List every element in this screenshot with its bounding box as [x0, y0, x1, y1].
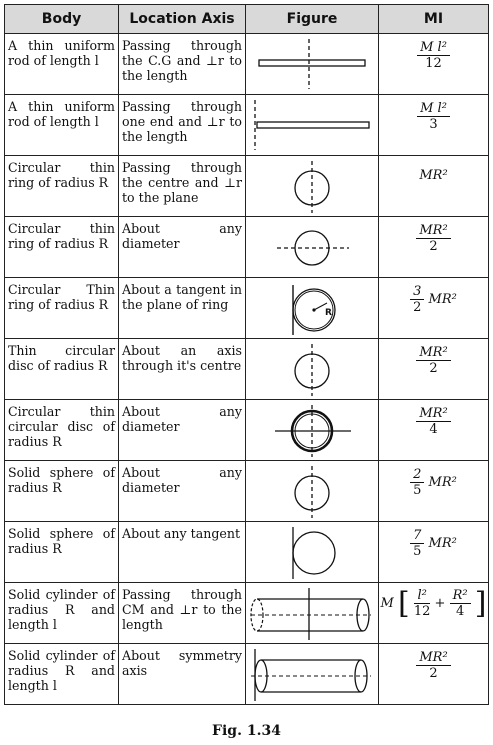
- axis-cell: About any diameter: [119, 461, 246, 522]
- table-row: [5, 95, 489, 156]
- figure-cell: [246, 278, 379, 339]
- axis-cell: About any diameter: [119, 217, 246, 278]
- radius-label: R: [325, 308, 332, 318]
- mi-coefficient: [410, 467, 424, 498]
- mi-plus: +: [434, 596, 446, 611]
- mi-cell: [379, 34, 489, 95]
- figure-cell: [246, 34, 379, 95]
- mi-fraction: [417, 101, 450, 132]
- mi-term2-denominator: 4: [455, 604, 465, 619]
- mi-coef-numerator: 3: [410, 284, 424, 300]
- mi-fraction: [416, 406, 450, 437]
- mi-lead: M: [380, 596, 394, 611]
- rod-center-axis-icon: [247, 35, 377, 93]
- table-row: [5, 644, 489, 705]
- mi-numerator: MR²: [416, 650, 450, 666]
- mi-cell: [379, 461, 489, 522]
- body-cell: A thin uniform rod of length l: [5, 34, 119, 95]
- mi-fraction: [417, 40, 450, 71]
- mi-term1-denominator: 12: [413, 604, 431, 619]
- mi-tail: MR²: [428, 292, 457, 307]
- header-axis: Location Axis: [119, 5, 246, 34]
- mi-cell: [379, 339, 489, 400]
- mi-term2: [450, 588, 471, 619]
- mi-coef-numerator: 2: [410, 467, 424, 483]
- mi-numerator: M l²: [417, 40, 450, 56]
- table-row: [5, 400, 489, 461]
- body-cell: Solid cylinder of radius R and length l: [5, 583, 119, 644]
- axis-cell: About symmetry axis: [119, 644, 246, 705]
- mi-coef-denominator: 2: [413, 300, 422, 315]
- moment-of-inertia-table-frame: [4, 4, 488, 720]
- table-row: [5, 34, 489, 95]
- mi-tail: MR²: [428, 475, 457, 490]
- figure-cell: [246, 95, 379, 156]
- cylinder-symmetry-axis-icon: [247, 645, 377, 703]
- rod-end-axis-icon: [247, 96, 377, 154]
- mi-cell: [379, 95, 489, 156]
- table-row: [5, 583, 489, 644]
- mi-numerator: MR²: [416, 406, 450, 422]
- mi-term1-numerator: l²: [414, 588, 431, 604]
- figure-cell: [246, 644, 379, 705]
- axis-cell: Passing through one end and ⊥r to the length: [119, 95, 246, 156]
- header-mi: MI: [379, 5, 489, 34]
- mi-term2-numerator: R²: [450, 588, 471, 604]
- body-cell: Circular thin circular disc of radius R: [5, 400, 119, 461]
- ring-diameter-axis-icon: [247, 218, 377, 276]
- mi-coefficient: [410, 528, 424, 559]
- axis-cell: About any diameter: [119, 400, 246, 461]
- figure-caption: Fig. 1.34: [212, 723, 281, 739]
- figure-cell: [246, 400, 379, 461]
- body-cell: Solid cylinder of radius R and length l: [5, 644, 119, 705]
- header-row: [5, 5, 489, 34]
- figure-cell: [246, 217, 379, 278]
- table-row: [5, 278, 489, 339]
- mi-fraction: [416, 650, 450, 681]
- mi-cell: [379, 217, 489, 278]
- disc-center-axis-icon: [247, 340, 377, 398]
- mi-expression: MR²: [419, 168, 448, 183]
- cylinder-center-axis-icon: [247, 584, 377, 642]
- mi-cell: [379, 583, 489, 644]
- mi-coef-denominator: 5: [413, 483, 422, 498]
- body-cell: Circular Thin ring of radius R: [5, 278, 119, 339]
- right-bracket: ]: [474, 586, 487, 621]
- table-row: [5, 156, 489, 217]
- table-row: [5, 339, 489, 400]
- mi-numerator: M l²: [417, 101, 450, 117]
- mi-cell: [379, 644, 489, 705]
- mi-numerator: MR²: [416, 345, 450, 361]
- body-cell: Solid sphere of radius R: [5, 461, 119, 522]
- axis-cell: Passing through the centre and ⊥r to the plane: [119, 156, 246, 217]
- mi-fraction: [416, 345, 450, 376]
- figure-cell: [246, 461, 379, 522]
- mi-denominator: 2: [429, 666, 438, 681]
- header-body: Body: [5, 5, 119, 34]
- mi-tail: MR²: [428, 536, 457, 551]
- mi-cell: [379, 156, 489, 217]
- body-cell: Thin circular disc of radius R: [5, 339, 119, 400]
- mi-cell: [379, 522, 489, 583]
- disc-diameter-axis-icon: [247, 401, 377, 459]
- body-cell: A thin uniform rod of length l: [5, 95, 119, 156]
- axis-cell: Passing through CM and ⊥r to the length: [119, 583, 246, 644]
- mi-term1: [414, 588, 431, 619]
- mi-coefficient: [410, 284, 424, 315]
- moment-of-inertia-table: [4, 4, 489, 705]
- mi-coef-numerator: 7: [410, 528, 424, 544]
- figure-cell: [246, 522, 379, 583]
- mi-denominator: 12: [425, 56, 442, 71]
- sphere-diameter-axis-icon: [247, 462, 377, 520]
- body-cell: Circular thin ring of radius R: [5, 217, 119, 278]
- ring-perpendicular-axis-icon: [247, 157, 377, 215]
- figure-cell: [246, 156, 379, 217]
- figure-cell: [246, 583, 379, 644]
- sphere-tangent-axis-icon: [247, 523, 377, 581]
- mi-denominator: 4: [429, 422, 438, 437]
- mi-cell: [379, 278, 489, 339]
- mi-fraction: [416, 223, 450, 254]
- axis-cell: About an axis through it's centre: [119, 339, 246, 400]
- header-figure: Figure: [246, 5, 379, 34]
- mi-cell: [379, 400, 489, 461]
- mi-denominator: 3: [429, 117, 438, 132]
- left-bracket: [: [398, 586, 410, 621]
- table-row: [5, 217, 489, 278]
- ring-tangent-axis-icon: [247, 279, 377, 337]
- body-cell: Circular thin ring of radius R: [5, 156, 119, 217]
- axis-cell: About a tangent in the plane of ring: [119, 278, 246, 339]
- body-cell: Solid sphere of radius R: [5, 522, 119, 583]
- mi-coef-denominator: 5: [413, 544, 422, 559]
- figure-cell: [246, 339, 379, 400]
- mi-denominator: 2: [429, 361, 438, 376]
- mi-denominator: 2: [429, 239, 438, 254]
- mi-numerator: MR²: [416, 223, 450, 239]
- axis-cell: Passing through the C.G and ⊥r to the length: [119, 34, 246, 95]
- axis-cell: About any tangent: [119, 522, 246, 583]
- table-row: [5, 522, 489, 583]
- table-row: [5, 461, 489, 522]
